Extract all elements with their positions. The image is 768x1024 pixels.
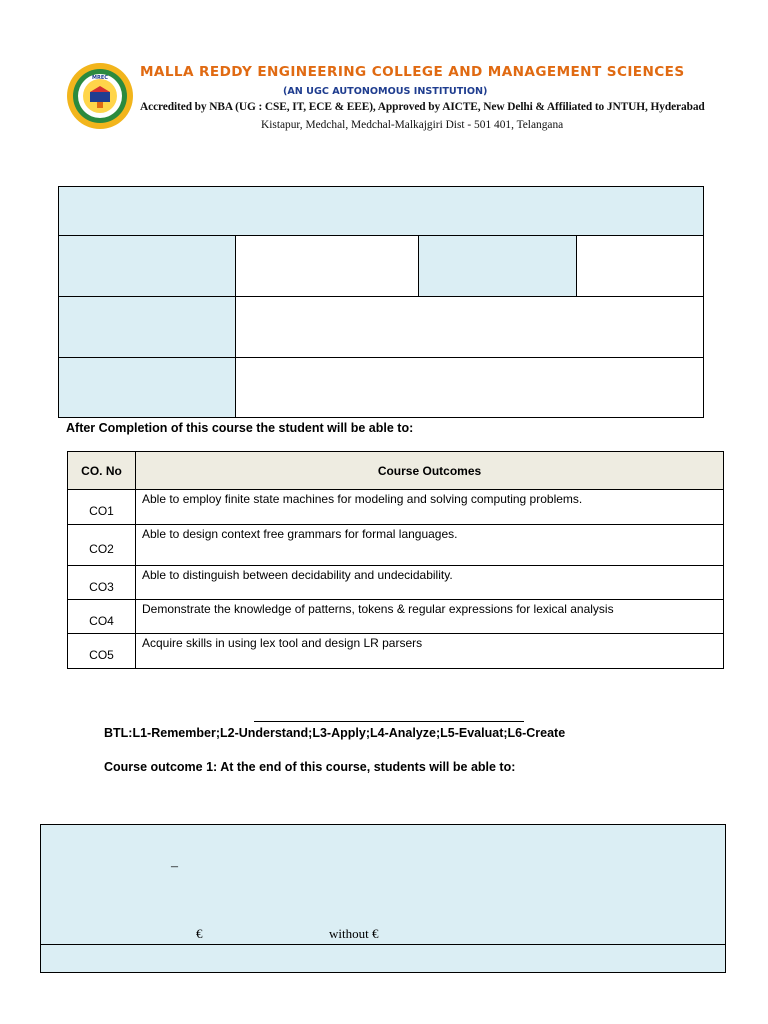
info-label-cell-1 [58,235,236,297]
info-value-cell-3 [235,296,704,358]
box-divider [41,944,725,945]
divider-rule [254,721,524,722]
accreditation-line: Accredited by NBA (UG : CSE, IT, ECE & EEE), Approved by AICTE, New Delhi & Affiliated to JNTUH, Hyderabad [140,101,705,113]
table-row [68,634,724,669]
college-logo-icon [66,58,134,136]
autonomous-subtitle: (AN UGC AUTONOMOUS INSTITUTION) [283,86,488,97]
header-co-no: CO. No [68,452,136,490]
address-line: Kistapur, Medchal, Medchal-Malkajgiri Dist - 501 401, Telangana [261,119,564,131]
co-number: CO3 [68,566,136,600]
table-row [68,600,724,634]
header-course-outcomes: Course Outcomes [136,452,724,490]
co-description: Demonstrate the knowledge of patterns, tokens & regular expressions for lexical analysis [136,600,724,634]
table-row [68,566,724,600]
outcomes-intro: After Completion of this course the student will be able to: [66,421,414,435]
info-label-cell-4 [58,357,236,418]
course-outcomes-table [67,451,724,669]
without-euro-text: without € [329,926,379,941]
course-title-cell [58,186,704,236]
course-info-table [58,186,704,418]
table-row [68,525,724,566]
info-value-cell-2 [576,235,704,297]
logo-lettering: MREC [92,75,108,81]
table-header-row [68,452,724,490]
outcome-detail-box [40,824,726,973]
course-outcome-1-heading: Course outcome 1: At the end of this course, students will be able to: [104,760,516,774]
co-description: Able to employ finite state machines for modeling and solving computing problems. [136,490,724,525]
info-label-cell-2 [418,235,577,297]
btl-legend: BTL:L1-Remember;L2-Understand;L3-Apply;L4-Analyze;L5-Evaluat;L6-Create [104,726,566,740]
co-description: Able to design context free grammars for formal languages. [136,525,724,566]
info-label-cell-3 [58,296,236,358]
college-name: MALLA REDDY ENGINEERING COLLEGE AND MANAGEMENT SCIENCES [140,64,685,80]
info-value-cell-1 [235,235,419,297]
euro-symbol: € [196,926,203,941]
dash-symbol: – [171,859,178,874]
table-row [68,490,724,525]
co-description: Acquire skills in using lex tool and design LR parsers [136,634,724,669]
college-header [66,58,705,138]
co-description: Able to distinguish between decidability and undecidability. [136,566,724,600]
co-number: CO5 [68,634,136,669]
co-number: CO4 [68,600,136,634]
co-number: CO1 [68,490,136,525]
co-number: CO2 [68,525,136,566]
info-value-cell-4 [235,357,704,418]
